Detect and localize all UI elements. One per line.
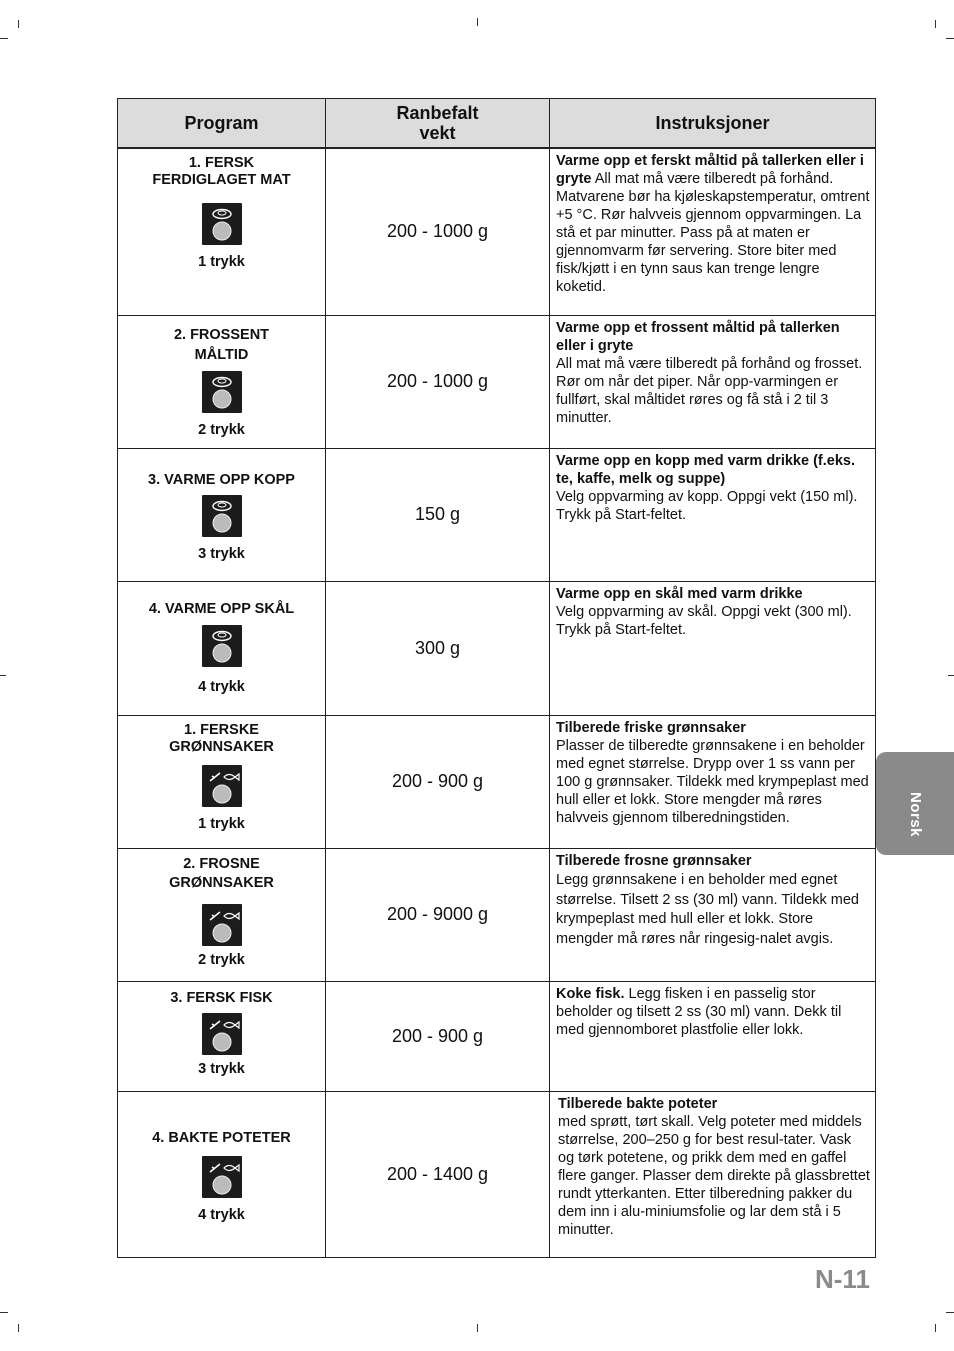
header-weight-line2: vekt: [419, 123, 456, 143]
instruction-text: All mat må være tilberedt på forhånd. Matvarene bør ha kjøleskapstemperatur, omtrent +5 °C. Rør halvveis gjennom oppvarmingen. La stå et par minutter. Pass på at maten er gjennomvarm før servering. Store biter med fisk/kjøtt i en tynn saus kan trenge lengre koketid.: [556, 171, 870, 295]
weight-cell: 300 g: [326, 581, 550, 715]
instruction-cell: [550, 581, 876, 715]
program-cell: [118, 448, 326, 581]
program-cell: [118, 715, 326, 848]
instruction-cell: [550, 1091, 876, 1257]
instruction-cell: [550, 715, 876, 848]
language-tab-label: Norsk: [907, 792, 924, 838]
table-header-row: [118, 99, 876, 149]
program-cell: [118, 981, 326, 1091]
program-name-line1: 4. BAKTE POTETER: [152, 1129, 291, 1146]
crop-mark: [0, 675, 6, 676]
crop-mark: [948, 675, 954, 676]
instruction-cell: [550, 148, 876, 315]
plate-icon: [202, 495, 242, 537]
instruction-cell: [550, 315, 876, 448]
instruction-text: Legg fisken i en passelig stor beholder og tilsett 2 ss (30 ml) vann. Dekk til med gjennomboret plastfolie eller lokk.: [556, 985, 842, 1038]
program-name-line2: FERDIGLAGET MAT: [152, 172, 291, 188]
weight-cell: 200 - 900 g: [326, 981, 550, 1091]
weight-cell: 200 - 1000 g: [326, 148, 550, 315]
crop-mark: [18, 20, 19, 28]
instruction-title: Varme opp et ferskt måltid på tallerken eller i gryte: [556, 153, 864, 187]
program-name-line1: 1. FERSK: [188, 155, 255, 171]
instruction-title: Tilberede frosne grønnsaker: [556, 852, 752, 869]
instruction-title: Varme opp en skål med varm drikke: [556, 585, 803, 602]
press-count: 1 trykk: [198, 815, 245, 832]
header-weight-line1: Ranbefalt: [396, 103, 479, 123]
table-row: [118, 981, 876, 1091]
program-name-line2: GRØNNSAKER: [169, 874, 274, 891]
instruction-title: Varme opp en kopp med varm drikke (f.eks. te, kaffe, melk og suppe): [556, 452, 855, 487]
program-table: [117, 98, 876, 1258]
press-count: 1 trykk: [198, 254, 245, 270]
weight-cell: 200 - 1000 g: [326, 315, 550, 448]
header-program: Program: [118, 99, 326, 149]
table-row: [118, 715, 876, 848]
press-count: 3 trykk: [198, 545, 245, 562]
header-weight: [326, 99, 550, 149]
table-row: [118, 848, 876, 981]
instruction-title: Varme opp et frossent måltid på tallerken eller i gryte: [556, 319, 840, 354]
crop-mark: [477, 1324, 478, 1332]
instruction-title: Koke fisk.: [556, 985, 625, 1002]
program-cell: [118, 581, 326, 715]
crop-mark: [946, 38, 954, 39]
weight-cell: 200 - 9000 g: [326, 848, 550, 981]
table-row: [118, 148, 876, 315]
instruction-cell: [550, 848, 876, 981]
instruction-title: Tilberede bakte poteter: [558, 1095, 718, 1112]
program-name-line1: 2. FROSNE: [183, 855, 260, 872]
instruction-text: Legg grønnsakene i en beholder med egnet størrelse. Tilsett 2 ss (30 ml) vann. Tildekk med krympeplast med hull eller et lokk. Store mengder må røres når ringesig-nalet avgis.: [556, 872, 859, 947]
crop-mark: [477, 18, 478, 26]
program-cell: [118, 148, 326, 315]
plate-icon: [202, 371, 242, 413]
program-cell: [118, 315, 326, 448]
crop-mark: [0, 1312, 8, 1313]
table-row: [118, 315, 876, 448]
table-row: [118, 581, 876, 715]
press-count: 4 trykk: [198, 678, 245, 695]
vegetable-fish-icon: [202, 1013, 242, 1055]
press-count: 3 trykk: [198, 1060, 245, 1077]
crop-mark: [18, 1324, 19, 1332]
program-name-line2: GRØNNSAKER: [169, 738, 274, 755]
program-name-line1: 4. VARME OPP SKÅL: [148, 600, 295, 617]
program-name-line2: MÅLTID: [194, 346, 249, 363]
instruction-cell: [550, 981, 876, 1091]
page-number: N-11: [815, 1264, 870, 1294]
vegetable-fish-icon: [202, 1156, 242, 1198]
crop-mark: [935, 1324, 936, 1332]
vegetable-fish-icon: [202, 904, 242, 946]
instruction-text: All mat må være tilberedt på forhånd og frosset. Rør om når det piper. Når opp-varmingen er fullført, skal måltidet røres og få stå i 2 til 3 minutter.: [556, 355, 863, 426]
program-name-line1: 3. VARME OPP KOPP: [148, 471, 295, 488]
instruction-cell: [550, 448, 876, 581]
header-instructions: Instruksjoner: [550, 99, 876, 149]
program-cell: [118, 848, 326, 981]
crop-mark: [935, 20, 936, 28]
program-name-line1: 1. FERSKE: [184, 721, 259, 738]
language-tab: [876, 752, 954, 855]
program-name-line1: 2. FROSSENT: [173, 326, 270, 343]
instruction-text: med sprøtt, tørt skall. Velg poteter med middels størrelse, 200–250 g for best resul-tater. Vask og tørk potetene, og prikk dem med en gaffel flere ganger. Plasser dem direkte på glassbrettet rundt ytterkanten. Etter tilberedning pakker du dem inn i alu-miniumsfolie og lar dem stå i 5 minutter.: [558, 1113, 870, 1238]
weight-cell: 200 - 1400 g: [326, 1091, 550, 1257]
press-count: 4 trykk: [198, 1206, 245, 1223]
vegetable-fish-icon: [202, 765, 242, 807]
program-cell: [118, 1091, 326, 1257]
crop-mark: [946, 1312, 954, 1313]
press-count: 2 trykk: [198, 421, 245, 438]
table-row: [118, 448, 876, 581]
instruction-title: Tilberede friske grønnsaker: [556, 719, 746, 736]
weight-cell: 200 - 900 g: [326, 715, 550, 848]
instruction-text: Velg oppvarming av skål. Oppgi vekt (300 ml). Trykk på Start-feltet.: [556, 603, 852, 638]
program-name-line1: 3. FERSK FISK: [170, 989, 273, 1006]
table-row: [118, 1091, 876, 1257]
plate-icon: [202, 203, 242, 245]
instruction-text: Velg oppvarming av kopp. Oppgi vekt (150 ml). Trykk på Start-feltet.: [556, 488, 858, 523]
crop-mark: [0, 38, 8, 39]
instruction-text: Plasser de tilberedte grønnsakene i en beholder med egnet størrelse. Drypp over 1 ss vann per 100 g grønnsaker. Tildekk med krympeplast med hull eller et lokk. Store mengder må røres halvveis gjennom tilberedningstiden.: [556, 737, 869, 826]
weight-cell: 150 g: [326, 448, 550, 581]
plate-icon: [202, 625, 242, 667]
press-count: 2 trykk: [198, 951, 245, 968]
